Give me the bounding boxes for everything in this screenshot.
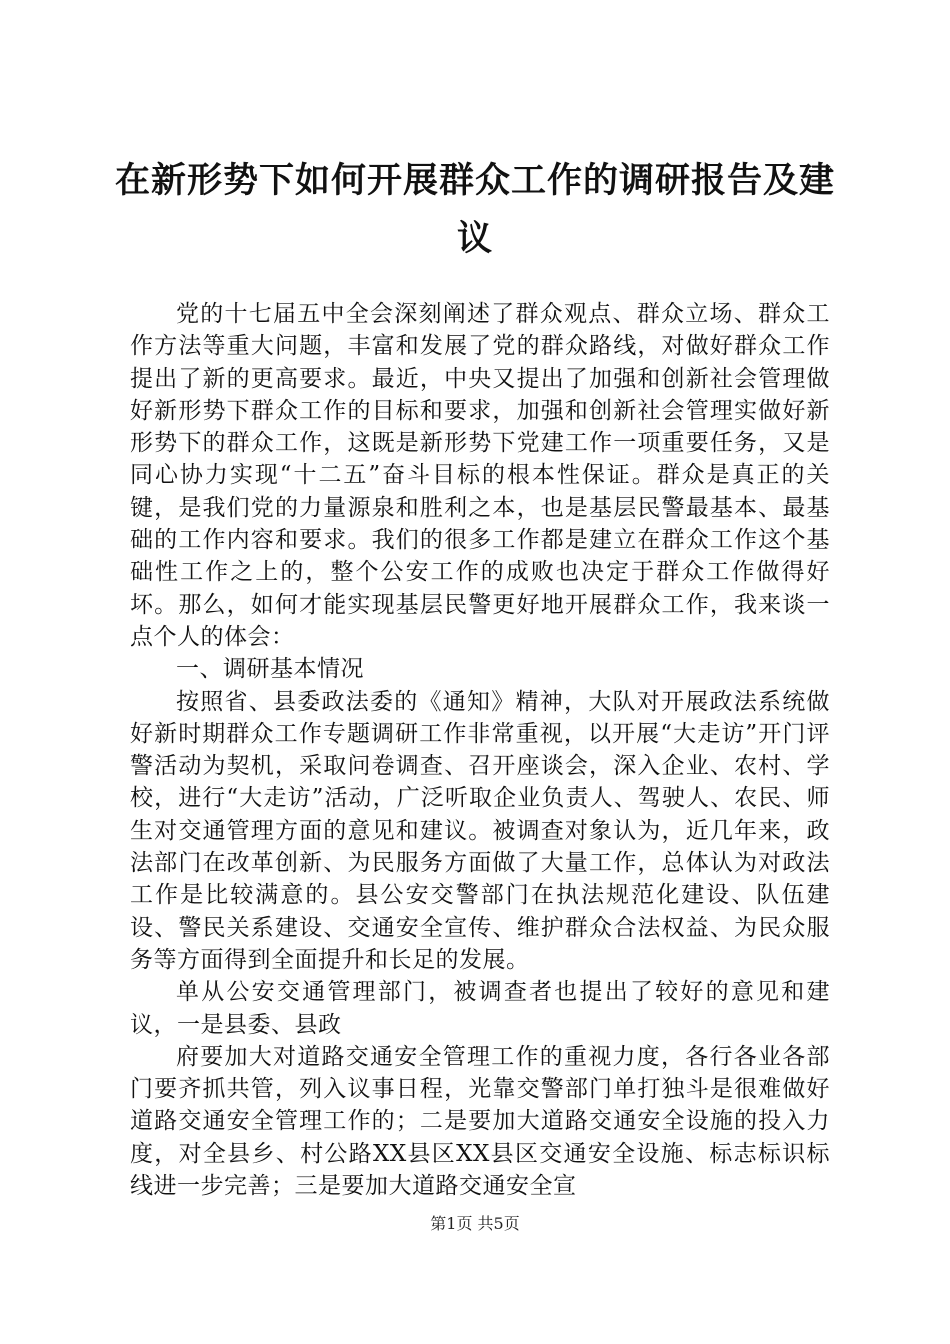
document-title: 在新形势下如何开展群众工作的调研报告及建议	[114, 161, 835, 259]
paragraph-survey: 按照省、县委政法委的《通知》精神，大队对开展政法系统做好新时期群众工作专题调研工作非常重视，以开展“大走访”开门评警活动为契机，采取问卷调查、召开座谈会，深入企业、农村、学校，进行“大走访”活动，广泛听取企业负责人、驾驶人、农民、师生对交通管理方面的意见和建议。被调查对象认为，近几年来，政法部门在改革创新、为民服务方面做了大量工作，总体认为对政法工作是比较满意的。县公安交警部门在执法规范化建设、队伍建设、警民关系建设、交通安全宣传、维护群众合法权益、为民众服务等方面得到全面提升和长足的发展。	[130, 688, 830, 973]
paragraph-suggestions-continued: 府要加大对道路交通安全管理工作的重视力度，各行各业各部门要齐抓共管，列入议事日程，光靠交警部门单打独斗是很难做好道路交通安全管理工作的；二是要加大道路交通安全设施的投入力度，对全县乡、村公路XX县区XX县区交通安全设施、标志标识标线进一步完善；三是要加大道路交通安全宣	[130, 1043, 830, 1200]
section-heading: 一、调研基本情况	[176, 656, 364, 683]
paragraph-suggestions-start: 单从公安交通管理部门，被调查者也提出了较好的意见和建议，一是县委、县政	[130, 979, 830, 1038]
paragraph-intro: 党的十七届五中全会深刻阐述了群众观点、群众立场、群众工作方法等重大问题，丰富和发展了党的群众路线，对做好群众工作提出了新的更高要求。最近，中央又提出了加强和创新社会管理做好新形势下群众工作的目标和要求，加强和创新社会管理实做好新形势下的群众工作，这既是新形势下党建工作一项重要任务，又是同心协力实现“十二五”奋斗目标的根本性保证。群众是真正的关键，是我们党的力量源泉和胜利之本，也是基层民警最基本、最基础的工作内容和要求。我们的很多工作都是建立在群众工作这个基础性工作之上的，整个公安工作的成败也决定于群众工作做得好坏。那么，如何才能实现基层民警更好地开展群众工作，我来谈一点个人的体会：	[130, 301, 830, 650]
page-footer: 第1页 共5页	[430, 1214, 520, 1233]
document-body	[130, 298, 830, 1202]
